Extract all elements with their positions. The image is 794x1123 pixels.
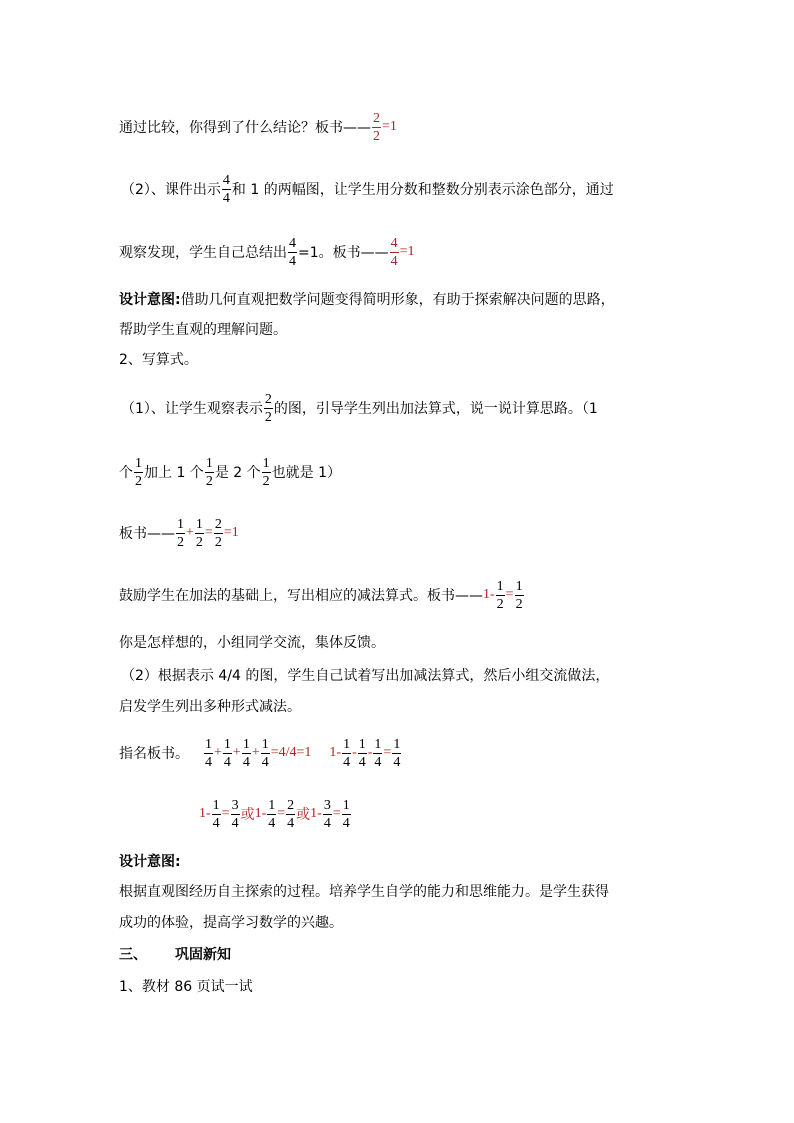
- minus-sign: -: [317, 806, 322, 821]
- fraction: $\frac{1}{2}$: [177, 516, 184, 550]
- fraction: $\frac{1}{4}$: [242, 736, 250, 770]
- minus-sign: -: [367, 745, 373, 760]
- number-one: 1: [329, 745, 337, 760]
- text: 你是怎样想的，小组同学交流，集体反馈。: [119, 635, 385, 651]
- plus-sign: +: [251, 745, 260, 760]
- section-title: 巩固新知: [175, 947, 231, 963]
- fraction: $\frac{1}{2}$: [496, 578, 504, 612]
- fraction: $\frac{1}{2}$: [195, 516, 203, 550]
- paragraph-conclusion: [119, 109, 397, 145]
- text: （2）根据表示 4/4 的图，学生自己试着写出加减法算式，然后小组交流做法，: [121, 668, 610, 684]
- text: 成功的体验，提高学习数学的兴趣。: [119, 915, 343, 931]
- equals-one: =1: [399, 244, 415, 259]
- text: 是 2 个: [214, 465, 261, 481]
- text: 启发学生列出多种形式减法。: [119, 699, 301, 715]
- fraction: $\frac{2}{4}$: [287, 797, 295, 831]
- text: 也就是 1）: [271, 465, 341, 481]
- paragraph-courseware: [121, 171, 614, 207]
- equals-sign: =: [383, 745, 392, 760]
- paragraph-observe: [121, 390, 598, 426]
- plus-sign: +: [232, 745, 241, 760]
- paragraph-board-subtraction: [119, 577, 525, 613]
- number-one: 1: [483, 587, 490, 602]
- section-write-formula: [119, 341, 198, 377]
- text: 加上 1 个: [144, 465, 204, 481]
- text: 和 1 的两幅图，让学生用分数和整数分别表示涂色部分，通过: [231, 182, 614, 198]
- text: 个: [119, 465, 133, 481]
- text: 指名板书。: [119, 746, 189, 762]
- paragraph-inspire: [119, 688, 301, 724]
- fraction: $\frac{1}{2}$: [262, 455, 270, 489]
- fraction: $\frac{4}{4}$: [390, 235, 398, 269]
- text: 的图，引导学生列出加法算式，说一说计算思路。（1: [273, 401, 598, 417]
- fraction: $\frac{1}{2}$: [515, 578, 523, 612]
- paragraph-feedback: [119, 624, 385, 660]
- minus-sign: -: [336, 745, 342, 760]
- plus-sign: +: [214, 745, 222, 760]
- number-one: 1: [310, 806, 318, 821]
- fraction: $\frac{4}{4}$: [222, 172, 230, 206]
- fraction: $\frac{4}{4}$: [289, 235, 296, 269]
- fraction: $\frac{1}{4}$: [374, 736, 382, 770]
- section-title: 2、写算式。: [119, 352, 198, 368]
- text: 通过比较，你得到了什么结论？板书——: [119, 120, 371, 136]
- fraction: $\frac{2}{2}$: [264, 391, 272, 425]
- fraction: $\frac{3}{4}$: [231, 797, 239, 831]
- fraction: $\frac{1}{4}$: [343, 736, 351, 770]
- or-text: 或: [296, 807, 311, 823]
- design-label: 设计意图:: [119, 854, 181, 870]
- text: =1。板书——: [298, 245, 389, 261]
- minus-sign: -: [490, 587, 495, 602]
- equals-sign: =: [277, 806, 286, 821]
- text: （2）、课件出示: [121, 182, 221, 198]
- fraction: $\frac{1}{4}$: [358, 736, 366, 770]
- text: 鼓励学生在加法的基础上，写出相应的减法算式。板书——: [119, 588, 483, 604]
- paragraph-named-board: [119, 735, 402, 771]
- section-number: 三、: [119, 947, 147, 963]
- fraction: $\frac{2}{2}$: [214, 516, 222, 550]
- equals-sign: =: [332, 806, 341, 821]
- list-item-textbook: [119, 968, 253, 1004]
- text: （1）、让学生观察表示: [121, 401, 263, 417]
- minus-sign: -: [206, 806, 211, 821]
- equals-one: =1: [382, 119, 397, 134]
- equals-sign: =: [204, 525, 213, 540]
- fraction: $\frac{1}{2}$: [135, 455, 142, 489]
- paragraph-reasoning: [119, 454, 341, 490]
- minus-sign: -: [352, 745, 357, 760]
- minus-sign: -: [261, 806, 267, 821]
- text: 借助几何直观把数学问题变得简明形象，有助于探索解决问题的思路，: [180, 292, 615, 308]
- sum-result: =4/4=1: [270, 745, 312, 760]
- fraction: $\frac{1}{4}$: [212, 797, 220, 831]
- equals-one: =1: [223, 525, 239, 540]
- text: 帮助学生直观的理解问题。: [119, 322, 287, 338]
- fraction: $\frac{1}{4}$: [205, 736, 212, 770]
- number-one: 1: [199, 806, 206, 821]
- paragraph-board-addition: [119, 515, 239, 551]
- text: 观察发现，学生自己总结出: [119, 245, 287, 261]
- text: 板书——: [119, 526, 175, 542]
- number-one: 1: [254, 806, 262, 821]
- paragraph-observation: [119, 234, 415, 270]
- section-consolidate: [119, 936, 231, 972]
- fraction: $\frac{1}{4}$: [342, 797, 350, 831]
- fraction: $\frac{1}{4}$: [268, 797, 276, 831]
- text: 根据直观图经历自主探索的过程。培养学生自学的能力和思维能力。是学生获得: [119, 884, 609, 900]
- fraction: $\frac{1}{4}$: [393, 736, 401, 770]
- design-intent-2-cont: [119, 904, 343, 940]
- fraction: $\frac{1}{4}$: [261, 736, 269, 770]
- equals-sign: =: [221, 806, 230, 821]
- equals-sign: =: [505, 587, 514, 602]
- fraction: $\frac{3}{4}$: [323, 797, 331, 831]
- plus-sign: +: [186, 525, 194, 540]
- fraction: $\frac{1}{2}$: [205, 455, 213, 489]
- fraction: $\frac{2}{2}$: [373, 110, 380, 144]
- fraction: $\frac{1}{4}$: [223, 736, 231, 770]
- paragraph-subtraction-forms: [199, 796, 352, 832]
- design-label: 设计意图:: [119, 292, 181, 308]
- or-text: 或: [240, 807, 255, 823]
- text: 1、教材 86 页试一试: [119, 979, 253, 995]
